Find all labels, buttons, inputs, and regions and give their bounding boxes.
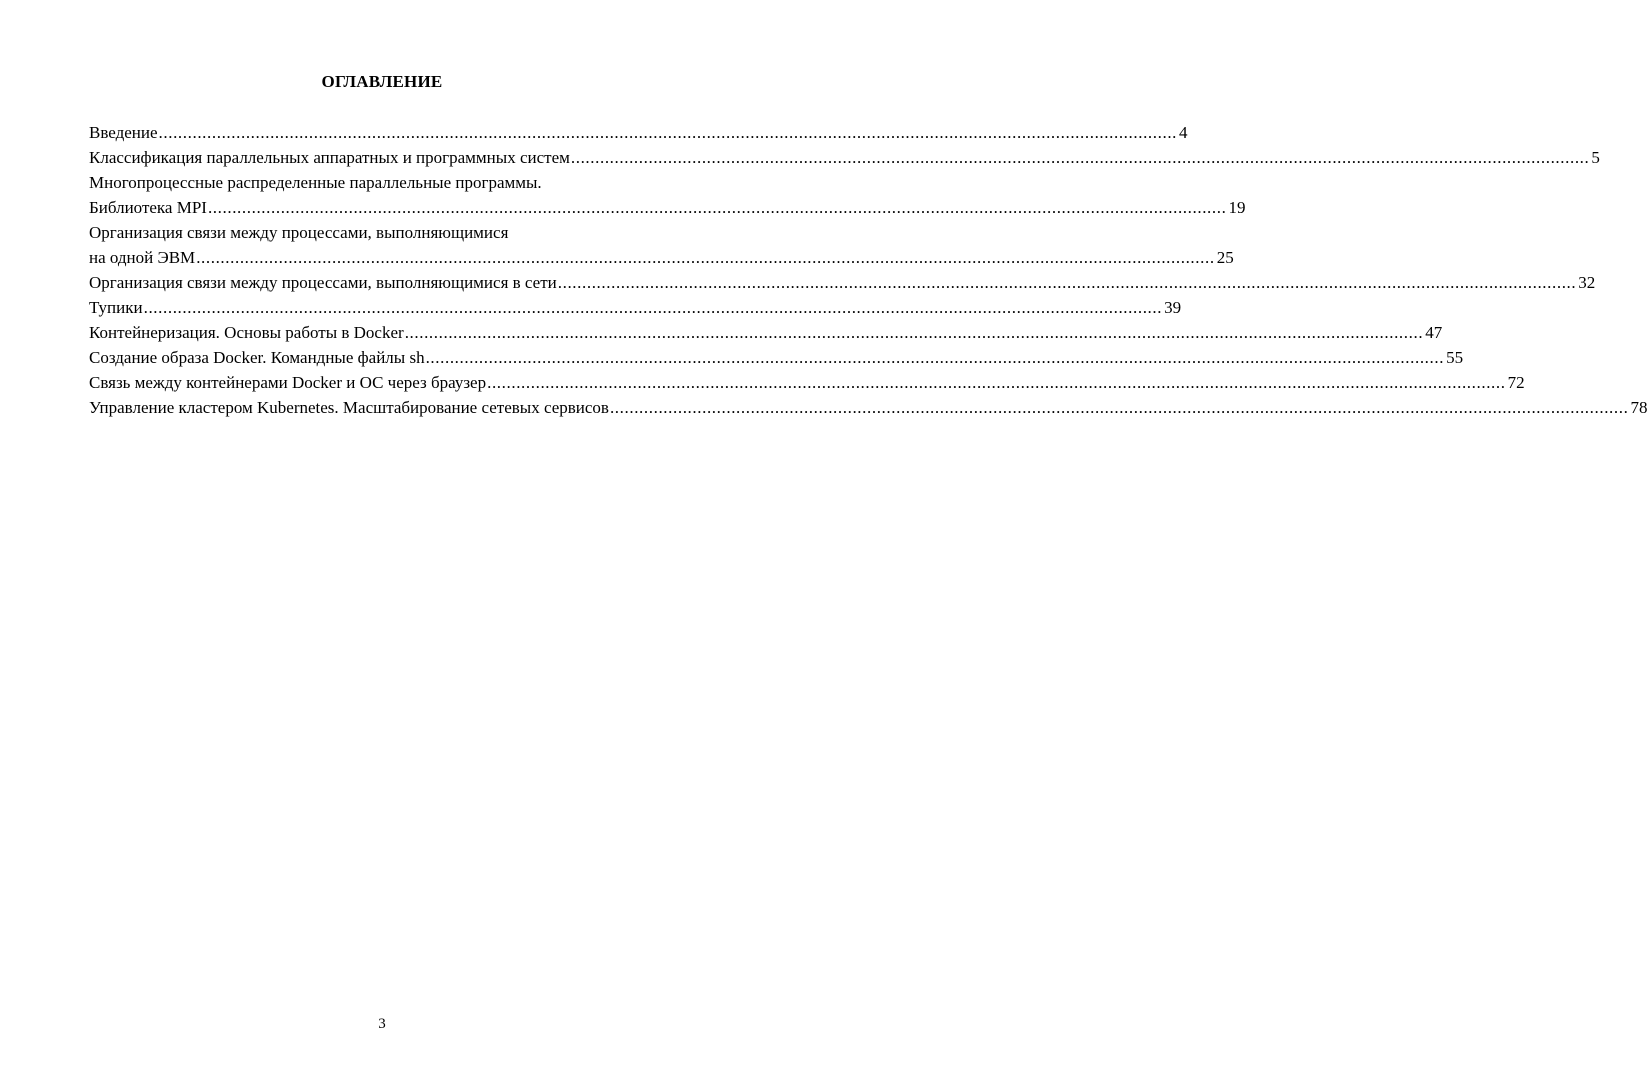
dot-leader [571,145,1590,170]
dot-leader [405,320,1424,345]
toc-entry-title: Управление кластером Kubernetes. Масштабирование сетевых сервисов [89,398,609,417]
page-number: 3 [378,1016,386,1032]
dot-leader [159,120,1178,145]
toc-entry-classification[interactable] [89,145,1600,170]
toc-entry-title-line: Многопроцессные распределенные параллельные программы. [89,173,542,192]
toc-entry-title-line: Организация связи между процессами, выполняющимися [89,223,509,242]
toc-entry-page: 32 [1578,273,1596,292]
toc-entry-title: Классификация параллельных аппаратных и программных систем [89,148,570,167]
toc-entry-title: Контейнеризация. Основы работы в Docker [89,323,404,342]
dot-leader [558,270,1577,295]
toc-entry-page: 39 [1164,298,1182,317]
toc-entry-page: 5 [1591,148,1600,167]
toc-entry-title: на одной ЭВМ [89,248,196,267]
toc-entry-page: 47 [1425,323,1443,342]
toc-entry-title: Создание образа Docker. Командные файлы sh [89,348,425,367]
page-title: ОГЛАВЛЕНИЕ [321,72,443,91]
toc-entry-network-ipc[interactable] [89,270,1596,295]
toc-entry-local-ipc[interactable] [89,220,1234,270]
toc-entry-page: 78 [1630,398,1647,417]
dot-leader [208,195,1227,220]
toc-entry-introduction[interactable] [89,120,1188,145]
toc-entry-page: 19 [1228,198,1246,217]
table-of-contents [89,120,1647,420]
toc-entry-kubernetes[interactable] [89,395,1647,420]
toc-entry-title: Введение [89,123,158,142]
toc-entry-mpi[interactable] [89,170,1246,220]
toc-entry-deadlocks[interactable] [89,295,1182,320]
toc-entry-containerization[interactable] [89,320,1443,345]
dot-leader [426,345,1445,370]
toc-entry-title: Библиотека MPI [89,198,207,217]
toc-entry-page: 4 [1179,123,1188,142]
toc-entry-page: 55 [1446,348,1464,367]
dot-leader [487,370,1506,395]
toc-entry-page: 72 [1507,373,1525,392]
toc-entry-page: 25 [1216,248,1234,267]
toc-entry-docker-browser[interactable] [89,370,1525,395]
toc-entry-docker-image[interactable] [89,345,1464,370]
dot-leader [196,245,1215,270]
dot-leader [144,295,1163,320]
toc-entry-title: Тупики [89,298,143,317]
toc-entry-title: Организация связи между процессами, выполняющимися в сети [89,273,557,292]
toc-entry-title: Связь между контейнерами Docker и ОС через браузер [89,373,487,392]
dot-leader [610,395,1629,420]
